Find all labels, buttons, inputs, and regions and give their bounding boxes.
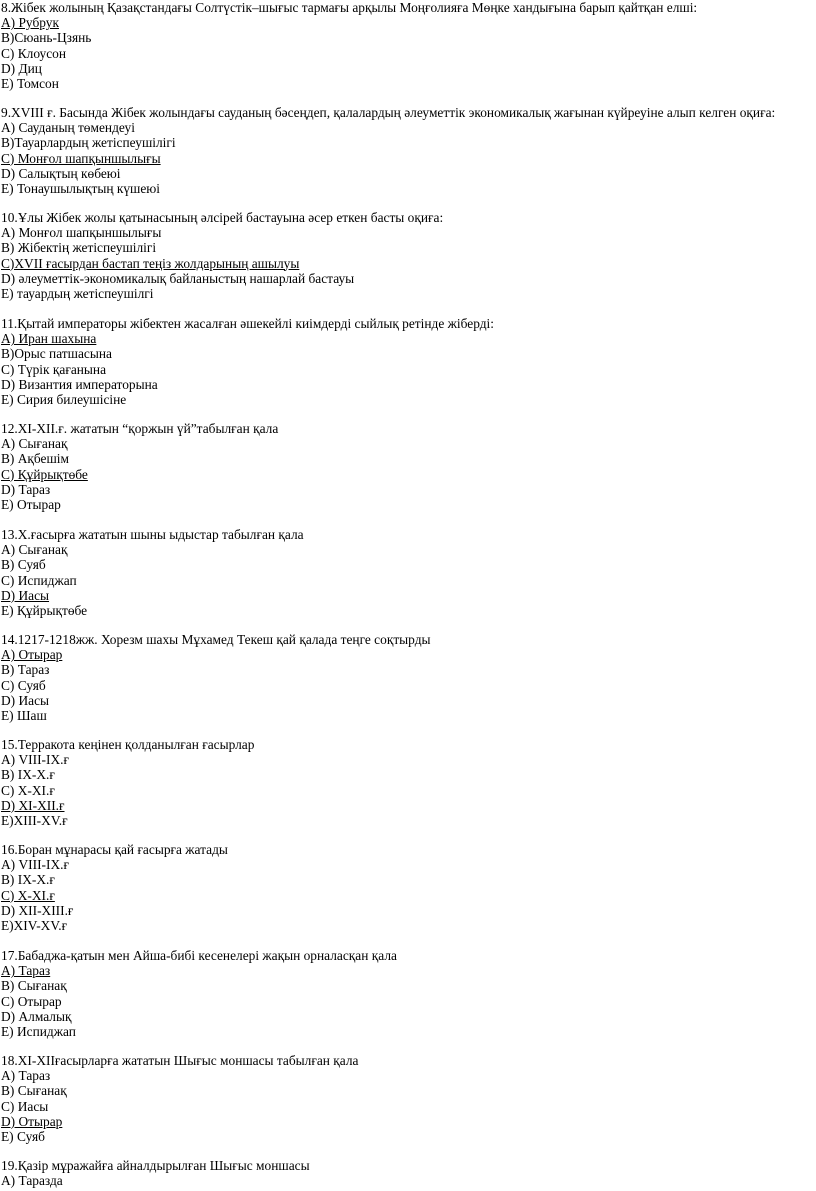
answer-option: А) Сығанақ <box>1 542 68 558</box>
answer-option: D) Иасы <box>1 692 50 708</box>
answer-option: С) Иасы <box>1 1098 49 1114</box>
answer-option-marked <box>0 151 810 166</box>
question-text: 17.Бабаджа-қатын мен Айша-бибі кесенелері жақын орналасқан қала <box>1 948 397 963</box>
answer-option: В) Тараз <box>1 662 50 678</box>
answer-option-marked <box>0 331 810 346</box>
answer-option: В)Тауарлардың жетіспеушілігі <box>1 135 176 151</box>
marked-answer-text: А) Тараз <box>1 963 51 979</box>
answer-option: Е) Шаш <box>1 707 47 723</box>
answer-option: D) Тараз <box>1 481 51 497</box>
answer-option: Е) Сирия билеушісіне <box>1 391 127 407</box>
question-text: 19.Қазір мұражайға айналдырылған Шығыс моншасы <box>1 1158 310 1173</box>
answer-option: А) Монғол шапқыншылығы <box>1 225 162 241</box>
answer-option-marked <box>0 467 810 482</box>
question-text: 16.Боран мұнарасы қай ғасырға жатады <box>1 842 228 857</box>
marked-answer-text: А) Отырар <box>1 647 63 663</box>
question-block <box>0 632 810 723</box>
question-block <box>0 527 810 618</box>
answer-option: А) VIII-IX.ғ <box>1 857 69 873</box>
answer-option: В)Орыс патшасына <box>1 346 112 362</box>
answer-option: С) Түрік қағанына <box>1 361 107 377</box>
question-text: 10.Ұлы Жібек жолы қатынасының әлсірей бастауына әсер еткен басты оқиға: <box>1 210 444 225</box>
answer-option: С) Суяб <box>1 677 46 693</box>
answer-option: Е)XIII-XV.ғ <box>1 812 68 828</box>
question-text: 13.Х.ғасырға жататын шыны ыдыстар табылған қала <box>1 527 304 542</box>
answer-option-marked <box>0 256 810 271</box>
answer-option: Е) Испиджап <box>1 1023 76 1039</box>
answer-option: А) Таразда <box>1 1173 63 1189</box>
question-block <box>0 316 810 407</box>
answer-option: В) Ақбешім <box>1 451 69 467</box>
answer-option: С) Испиджап <box>1 572 77 588</box>
answer-option: В)Сюань-Цзянь <box>1 30 92 46</box>
answer-option: Е) тауардың жетіспеушілгі <box>1 285 154 301</box>
answer-option: С) Отырар <box>1 993 62 1009</box>
answer-option: В) IX-Х.ғ <box>1 872 55 888</box>
question-text: 15.Терракота кеңінен қолданылған ғасырлар <box>1 737 255 752</box>
question-text: 9.XVIII ғ. Басында Жібек жолындағы сауданың бәсеңдеп, қалалардың әлеуметтік экономикалық жағынан күйреуіне алып келген оқиға: <box>1 105 776 120</box>
answer-option: В) Жібектің жетіспеушілігі <box>1 240 157 256</box>
question-block <box>0 737 810 828</box>
marked-answer-text: А) Иран шахына <box>1 331 97 347</box>
answer-option: А) Сауданың төмендеуі <box>1 120 135 136</box>
marked-answer-text: D) Иасы <box>1 587 50 603</box>
question-block <box>0 210 810 301</box>
answer-option: Е) Құйрықтөбе <box>1 602 88 618</box>
answer-option: Е) Отырар <box>1 496 61 512</box>
answer-option: А) VIII-IX.ғ <box>1 752 69 768</box>
marked-answer-text: D) XI-XII.ғ <box>1 797 65 813</box>
answer-option: D) Алмалық <box>1 1008 72 1024</box>
marked-answer-text: С) Құйрықтөбе <box>1 466 88 482</box>
question-block <box>0 948 810 1039</box>
question-block <box>0 1158 810 1188</box>
answer-option: В) Сығанақ <box>1 1083 67 1099</box>
question-block <box>0 0 810 91</box>
answer-option-marked <box>0 647 810 662</box>
answer-option: Е) Тонаушылықтың күшеюі <box>1 180 161 196</box>
question-block <box>0 1053 810 1144</box>
answer-option: А) Сығанақ <box>1 436 68 452</box>
question-text: 11.Қытай императоры жібектен жасалған әшекейлі киімдерді сыйлық ретінде жіберді: <box>1 316 494 331</box>
answer-option: D) Салықтың көбеюі <box>1 165 121 181</box>
answer-option-marked <box>0 15 810 30</box>
answer-option: В) IX-Х.ғ <box>1 767 55 783</box>
marked-answer-text: D) Отырар <box>1 1113 63 1129</box>
marked-answer-text: С) Монғол шапқыншылығы <box>1 150 161 166</box>
marked-answer-text: С) Х-ХІ.ғ <box>1 887 55 903</box>
answer-option: Е)XIV-XV.ғ <box>1 917 68 933</box>
answer-option: Е) Томсон <box>1 75 59 91</box>
answer-option-marked <box>0 888 810 903</box>
answer-option: Е) Суяб <box>1 1128 45 1144</box>
answer-option: А) Тараз <box>1 1068 51 1084</box>
question-block <box>0 421 810 512</box>
answer-option: С) Х-ХІ.ғ <box>1 782 55 798</box>
question-block <box>0 842 810 933</box>
marked-answer-text: А) Рубрук <box>1 15 59 31</box>
answer-option-marked <box>0 963 810 978</box>
answer-option: В) Сығанақ <box>1 978 67 994</box>
answer-option: С) Клоусон <box>1 45 67 61</box>
answer-option-marked <box>0 798 810 813</box>
question-text: 14.1217-1218жж. Хорезм шахы Мұхамед Текеш қай қалада теңге соқтырды <box>1 632 431 647</box>
answer-option: В) Суяб <box>1 557 46 573</box>
answer-option-marked <box>0 588 810 603</box>
answer-option: D) Диц <box>1 60 42 76</box>
question-block <box>0 105 810 196</box>
answer-option: D) Византия императорына <box>1 376 158 392</box>
answer-option: D) әлеуметтік-экономикалық байланыстың нашарлай бастауы <box>1 270 355 286</box>
question-text: 12.ХІ-ХІІ.ғ. жататын “қоржын үй”табылған қала <box>1 421 279 436</box>
answer-option-marked <box>0 1114 810 1129</box>
question-text: 18.ХІ-ХІІғасырларға жататын Шығыс моншасы табылған қала <box>1 1053 359 1068</box>
question-text: 8.Жібек жолының Қазақстандағы Солтүстік–шығыс тармағы арқылы Моңғолияға Мөңке хандығына барып қайтқан елші: <box>1 0 698 15</box>
answer-option: D) XII-XIII.ғ <box>1 902 74 918</box>
marked-answer-text: С)XVII ғасырдан бастап теңіз жолдарының ашылуы <box>1 255 300 271</box>
